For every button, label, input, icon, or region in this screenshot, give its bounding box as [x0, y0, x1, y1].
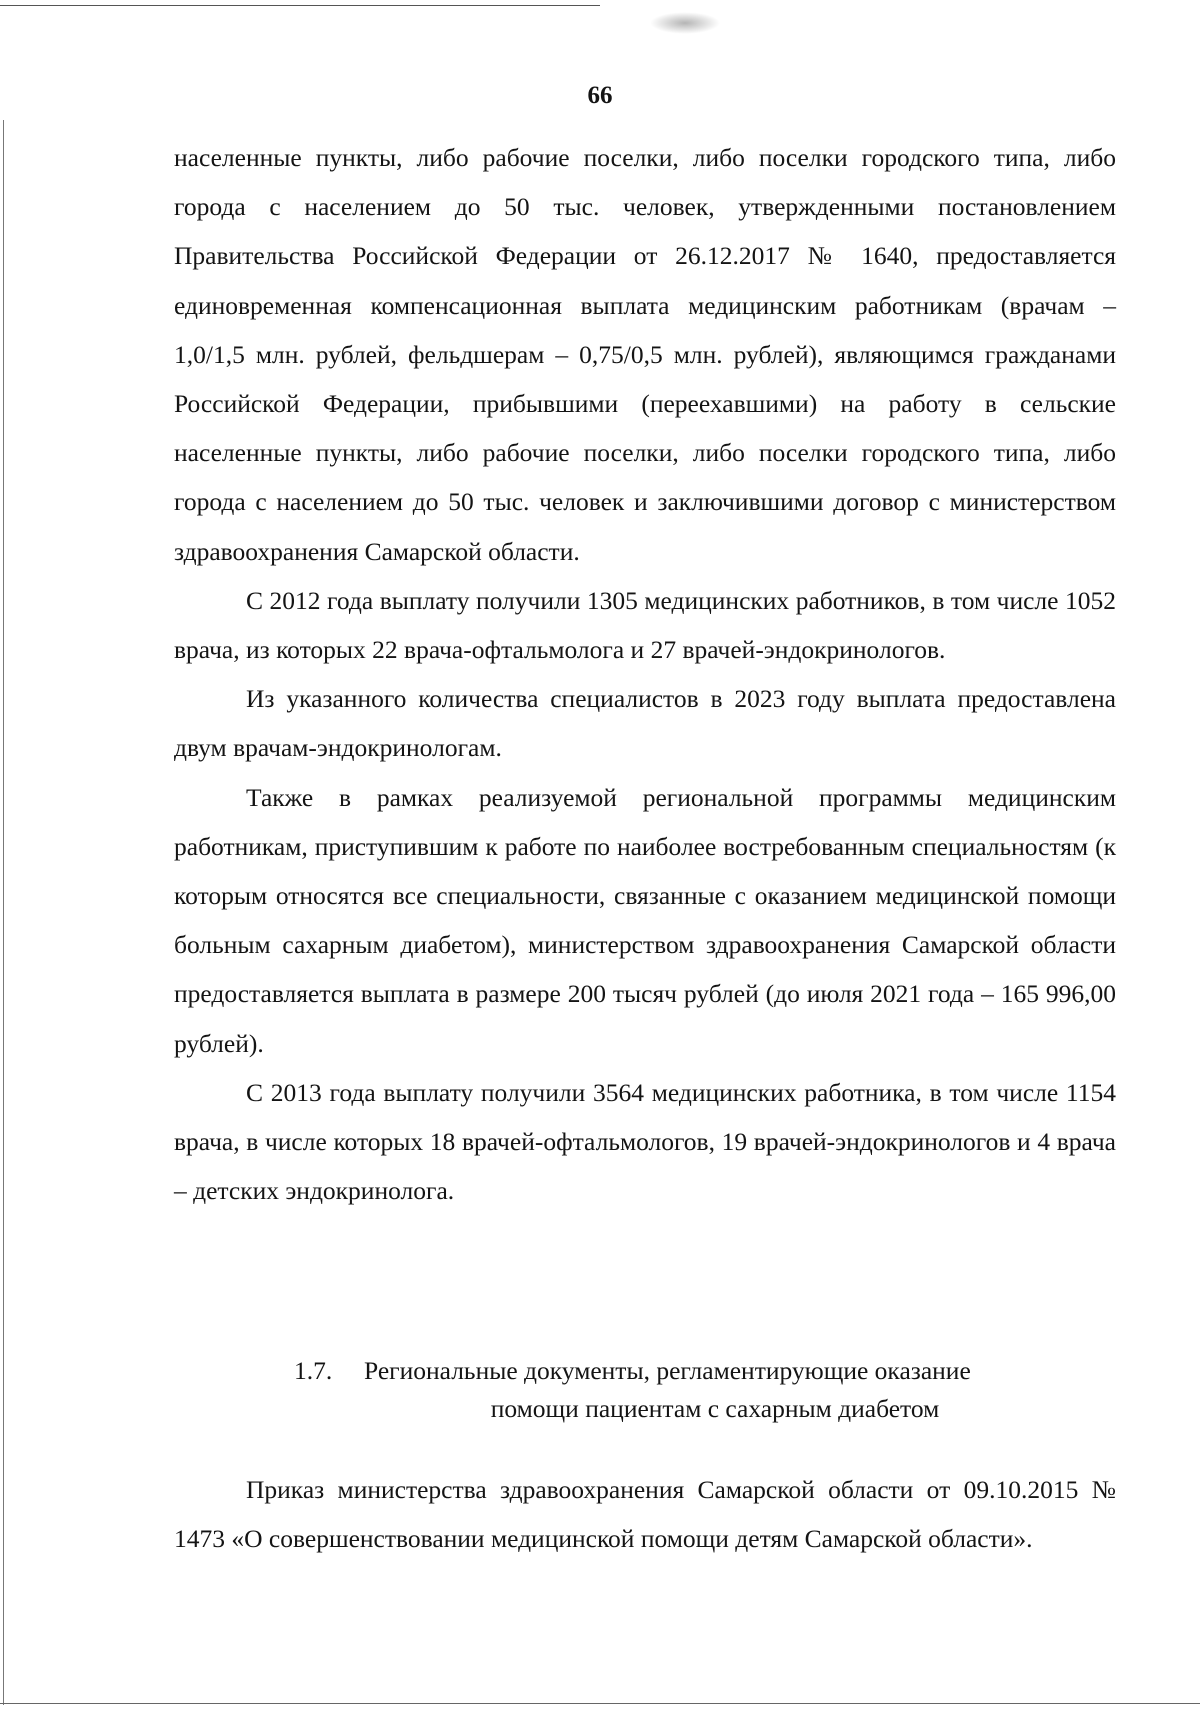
scan-edge-bottom [0, 1703, 1200, 1704]
paragraph-compensation: населенные пункты, либо рабочие поселки, либо поселки городского типа, либо города с населением до 50 тыс. человек, утвержденными постановлением Правительства Российской Федерации от 26.12.2017 № 1640, предоставляется единовременная компенсационная выплата медицинским работникам (врачам – 1,0/1,5 млн. рублей, фельдшерам – 0,75/0,5 млн. рублей), являющимся гражданами Российской Федерации, прибывшими (переехавшими) на работу в сельские населенные пункты, либо рабочие поселки, либо поселки городского типа, либо города с населением до 50 тыс. человек и заключившими договор с министерством здравоохранения Самарской области. [174, 143, 1116, 566]
order-block [174, 1465, 1116, 1563]
order-paragraph: Приказ министерства здравоохранения Самарской области от 09.10.2015 № 1473 «О совершенствовании медицинской помощи детям Самарской области». [174, 1475, 1116, 1554]
body-text [174, 133, 1116, 1215]
paragraph-regional-program: Также в рамках реализуемой региональной программы медицинским работникам, приступившим к работе по наиболее востребованным специальностям (к которым относятся все специальности, связанные с оказанием медицинской помощи больным сахарным диабетом), министерством здравоохранения Самарской области предоставляется выплата в размере 200 тысяч рублей (до июля 2021 года – 165 996,00 рублей). [174, 782, 1116, 1058]
page-number: 66 [587, 82, 613, 109]
paragraph-payments-2012: С 2012 года выплату получили 1305 медицинских работников, в том числе 1052 врача, из которых 22 врача-офтальмолога и 27 врачей-эндокринологов. [174, 585, 1116, 665]
scan-edge-left [3, 120, 4, 1705]
scan-speck [650, 12, 720, 34]
section-heading-line1 [240, 1352, 1120, 1390]
paragraph-payments-2013: С 2013 года выплату получили 3564 медицинских работника, в том числе 1154 врача, в числе которых 18 врачей-офтальмологов, 19 врачей-эндокринологов и 4 врача – детских эндокринолога. [174, 1077, 1116, 1206]
section-title-line2: помощи пациентам с сахарным диабетом [490, 1394, 940, 1423]
paragraph-payments-2023: Из указанного количества специалистов в 2023 году выплата предоставлена двум врачам-эндокринологам. [174, 684, 1116, 763]
section-title-line1: Региональные документы, регламентирующие оказание [364, 1356, 971, 1385]
section-number: 1.7. [294, 1356, 333, 1385]
section-heading [240, 1352, 1120, 1428]
scan-edge-top [0, 5, 600, 6]
